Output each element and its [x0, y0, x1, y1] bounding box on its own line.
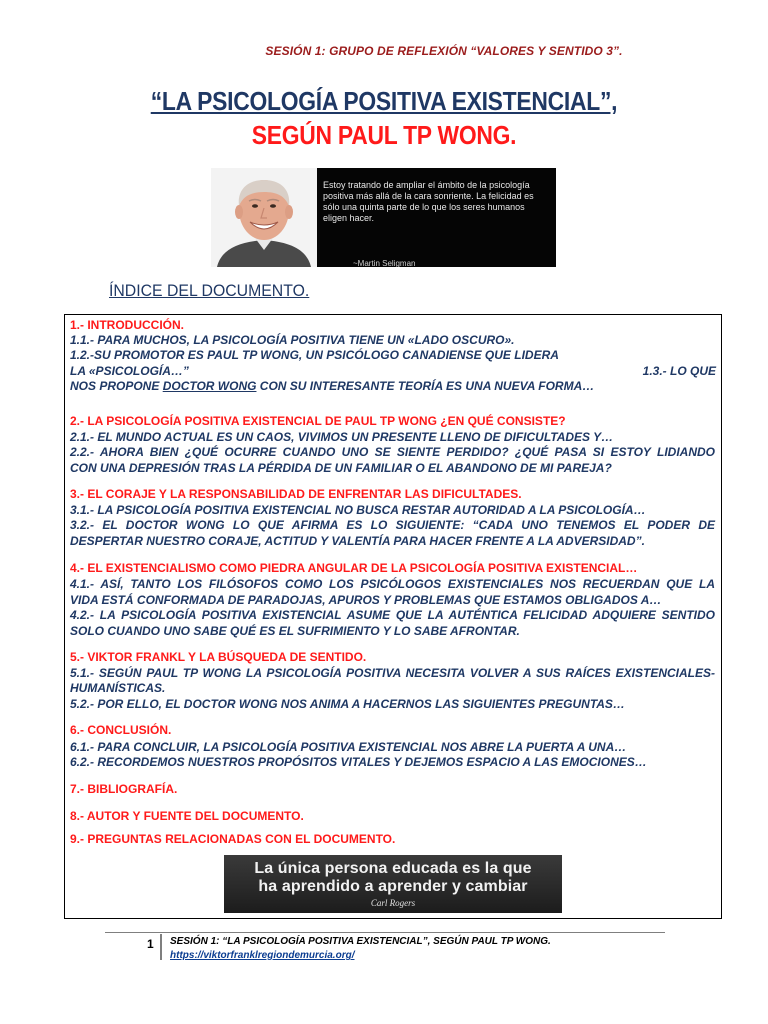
item-1-3: 1.3.- LO QUE — [642, 364, 716, 378]
footer-rule — [105, 932, 665, 933]
item-6-2: 6.2.- RECORDEMOS NUESTROS PROPÓSITOS VITALES Y DEJEMOS ESPACIO A LAS EMOCIONES… — [70, 755, 647, 769]
index-title: ÍNDICE DEL DOCUMENTO. — [109, 281, 310, 300]
quote-author: ~Martin Seligman — [353, 259, 416, 267]
section-6-heading: 6.- CONCLUSIÓN. — [70, 723, 172, 737]
section-9-heading: 9.- PREGUNTAS RELACIONADAS CON EL DOCUMENTO. — [70, 832, 396, 846]
section-2-heading: 2.- LA PSICOLOGÍA POSITIVA EXISTENCIAL DE PAUL TP WONG ¿EN QUÉ CONSISTE? — [70, 414, 566, 428]
item-3-2: 3.2.- EL DOCTOR WONG LO QUE AFIRMA ES LO SIGUIENTE: “CADA UNO TENEMOS EL PODER DE — [70, 518, 715, 532]
item-5-2: 5.2.- POR ELLO, EL DOCTOR WONG NOS ANIMA A HACERNOS LAS SIGUIENTES PREGUNTAS… — [70, 697, 625, 711]
item-3-2-cont: DESPERTAR NUESTRO CORAJE, ACTITUD Y VALENTÍA PARA HACER FRENTE A LA ADVERSIDAD”. — [70, 534, 645, 548]
footer-divider — [160, 934, 162, 960]
item-1-3-text-end: CON SU INTERESANTE TEORÍA ES UNA NUEVA FORMA… — [256, 379, 595, 393]
portrait-photo — [211, 168, 317, 267]
item-2-1: 2.1.- EL MUNDO ACTUAL ES UN CAOS, VIVIMOS UN PRESENTE LLENO DE DIFICULTADES Y… — [70, 430, 614, 444]
rogers-quote-author: Carl Rogers — [370, 898, 416, 908]
item-1-3-cont — [70, 379, 715, 394]
item-1-2: 1.2.-SU PROMOTOR ES PAUL TP WONG, UN PSICÓLOGO CANADIENSE QUE LIDERA — [70, 348, 559, 362]
footer-title: SESIÓN 1: “LA PSICOLOGÍA POSITIVA EXISTENCIAL”, SEGÚN PAUL TP WONG. — [170, 936, 551, 947]
item-1-1: 1.1.- PARA MUCHOS, LA PSICOLOGÍA POSITIVA TIENE UN «LADO OSCURO». — [70, 333, 515, 347]
item-5-1: 5.1.- SEGÚN PAUL TP WONG LA PSICOLOGÍA POSITIVA NECESITA VOLVER A SUS RAÍCES EXISTENCIALES- — [70, 666, 715, 680]
rogers-quote-image — [224, 855, 562, 913]
item-4-1-cont: VIDA ESTÁ CONFORMADA DE PARADOJAS, APUROS Y PROBLEMAS QUE ESTAMOS OBLIGADOS A… — [70, 593, 662, 607]
item-2-2: 2.2.- AHORA BIEN ¿QUÉ OCURRE CUANDO UNO SE SIENTE PERDIDO? ¿QUÉ PASA SI ESTOY LIDIANDO — [70, 445, 715, 459]
item-4-2-cont: SOLO CUANDO UNO SABE QUÉ ES EL SUFRIMIENTO Y LO SABE AFRONTAR. — [70, 624, 520, 638]
section-5-heading: 5.- VIKTOR FRANKL Y LA BÚSQUEDA DE SENTIDO. — [70, 650, 367, 664]
item-4-1: 4.1.- ASÍ, TANTO LOS FILÓSOFOS COMO LOS PSICÓLOGOS EXISTENCIALES NOS RECUERDAN QUE LA — [70, 577, 715, 591]
item-6-1: 6.1.- PARA CONCLUIR, LA PSICOLOGÍA POSITIVA EXISTENCIAL NOS ABRE LA PUERTA A UNA… — [70, 740, 627, 754]
quote-text: Estoy tratando de ampliar el ámbito de la psicología positiva más allá de la cara sonriente. La felicidad es sólo una quinta parte de lo que los seres humanos eligen hacer. — [323, 180, 534, 223]
section-3-heading: 3.- EL CORAJE Y LA RESPONSABILIDAD DE ENFRENTAR LAS DIFICULTADES. — [70, 487, 522, 501]
footer-url-link[interactable]: https://viktorfranklregiondemurcia.org/ — [170, 950, 355, 961]
session-header: SESIÓN 1: GRUPO DE REFLEXIÓN “VALORES Y SENTIDO 3”. — [265, 44, 623, 58]
item-4-2: 4.2.- LA PSICOLOGÍA POSITIVA EXISTENCIAL ASUME QUE LA AUTÉNTICA FELICIDAD ADQUIERE SENTIDO — [70, 608, 715, 622]
section-1-heading: 1.- INTRODUCCIÓN. — [70, 318, 184, 332]
seligman-quote-image — [211, 168, 556, 267]
item-2-2-cont: CON UNA DEPRESIÓN TRAS LA PÉRDIDA DE UN FAMILIAR O EL ABANDONO DE MI PAREJA? — [70, 461, 612, 475]
item-1-3-text: NOS PROPONE — [70, 379, 163, 393]
doctor-wong-link[interactable]: DOCTOR WONG — [162, 379, 257, 393]
document-title: “LA PSICOLOGÍA POSITIVA EXISTENCIAL”, — [150, 86, 618, 116]
item-5-1-cont: HUMANÍSTICAS. — [70, 681, 166, 695]
item-3-1: 3.1.- LA PSICOLOGÍA POSITIVA EXISTENCIAL NO BUSCA RESTAR AUTORIDAD A LA PSICOLOGÍA… — [70, 503, 646, 517]
document-subtitle: SEGÚN PAUL TP WONG. — [251, 120, 517, 150]
page-number: 1 — [147, 937, 154, 951]
section-4-heading: 4.- EL EXISTENCIALISMO COMO PIEDRA ANGULAR DE LA PSICOLOGÍA POSITIVA EXISTENCIAL… — [70, 561, 638, 575]
section-8-heading: 8.- AUTOR Y FUENTE DEL DOCUMENTO. — [70, 809, 304, 823]
rogers-quote-line-2: ha aprendido a aprender y cambiar — [258, 878, 528, 895]
section-7-heading: 7.- BIBLIOGRAFÍA. — [70, 782, 178, 796]
rogers-quote-line-1: La única persona educada es la que — [254, 860, 532, 877]
item-1-2-cont: LA «PSICOLOGÍA…” — [70, 364, 189, 378]
